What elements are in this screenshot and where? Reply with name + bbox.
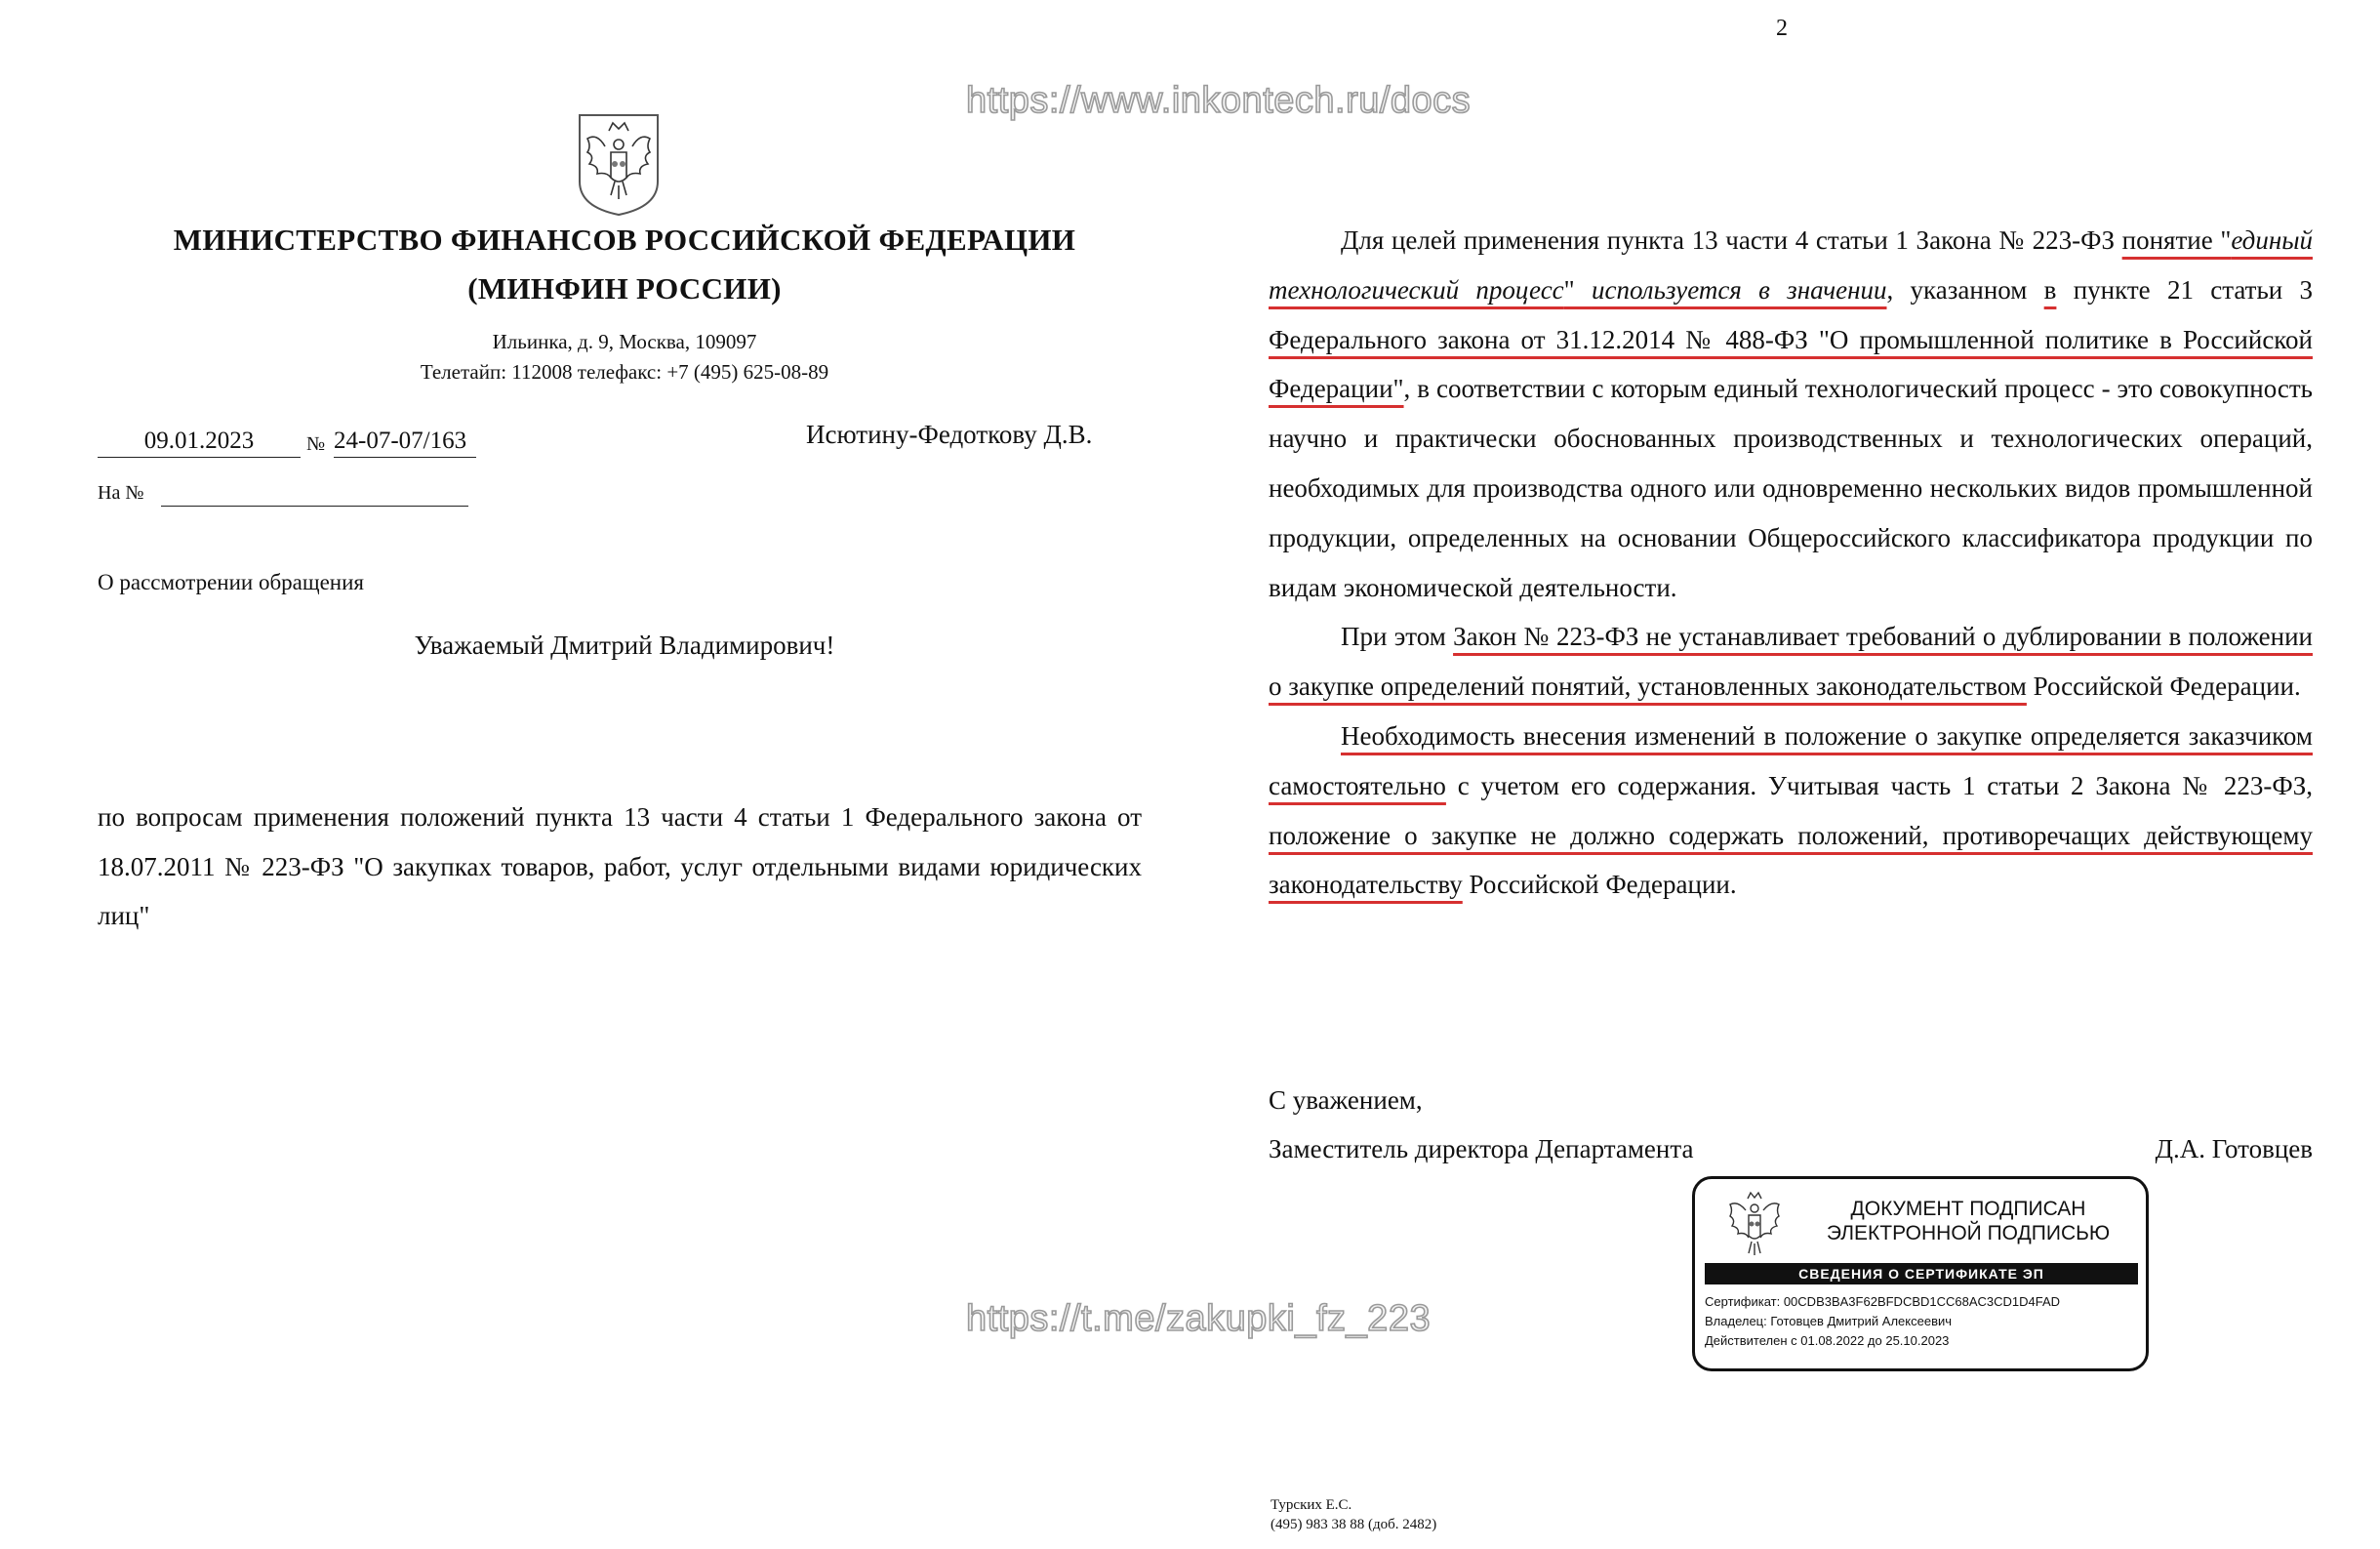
ministry-name: МИНИСТЕРСТВО ФИНАНСОВ РОССИЙСКОЙ ФЕДЕРАЦИИ bbox=[173, 223, 1076, 257]
coat-of-arms-icon bbox=[576, 113, 662, 217]
reply-to-line bbox=[161, 506, 468, 507]
executor-phone: (495) 983 38 88 (доб. 2482) bbox=[1271, 1517, 1437, 1532]
closing: С уважением, bbox=[1269, 1085, 1423, 1115]
signer-title: Заместитель директора Департамента bbox=[1269, 1134, 1694, 1163]
signer-row bbox=[1269, 1124, 2313, 1173]
left-paragraph: по вопросам применения положений пункта 13 части 4 статьи 1 Федерального закона от 18.07.2011 № 223-ФЗ "О закупках товаров, работ, услуг отдельными видами юридических лиц" bbox=[98, 802, 1142, 930]
p1-text-mid2: пункте 21 статьи 3 bbox=[2056, 274, 2313, 305]
executor-name: Турских Е.С. bbox=[1271, 1497, 1352, 1513]
watermark-url-top: https://www.inkontech.ru/docs bbox=[966, 80, 1472, 121]
body-paragraph-2: При этом Закон № 223-ФЗ не устанавливает требований о дублировании в положении о закупке определений понятий, установленных законодательством Российской Федерации. bbox=[1269, 622, 2313, 702]
underlined-phrase: Необходимость внесения изменений в положение о закупке определяется заказчиком самостоятельно bbox=[1269, 720, 2313, 800]
p1-text-end: , в соответствии с которым единый технологический процесс - это совокупность научно и практически обоснованных производственных и технологических операций, необходимых для производства одного или одновременно нескольких видов промышленной продукции, определенных на основании Общероссийского классификатора продукции по видам экономической деятельности. bbox=[1269, 374, 2313, 602]
body-paragraph-1 bbox=[1269, 216, 2313, 612]
certificate-validity: Действителен с 01.08.2022 до 25.10.2023 bbox=[1705, 1333, 1950, 1348]
underlined-phrase: понятие "единый технологический процесс" используется в значении bbox=[1269, 225, 2313, 305]
watermark-url-middle: https://t.me/zakupki_fz_223 bbox=[966, 1298, 1432, 1339]
p1-text-start: Для целей применения пункта 13 части 4 статьи 1 Закона № 223-ФЗ bbox=[1341, 225, 2122, 255]
registration-number: 24-07-07/163 bbox=[334, 426, 476, 458]
page-number: 2 bbox=[1776, 16, 1788, 41]
p1-text-mid: , указанном bbox=[1886, 274, 2044, 305]
subject-line: О рассмотрении обращения bbox=[98, 570, 364, 594]
underlined-phrase: Федерального закона от 31.12.2014 № 488-ФЗ "О промышленной политике в Российской Федерации" bbox=[1269, 324, 2313, 404]
coat-of-arms-icon bbox=[1724, 1189, 1785, 1259]
ministry-short-name: (МИНФИН РОССИИ) bbox=[467, 271, 782, 306]
signature-title: ДОКУМЕНТ ПОДПИСАН ЭЛЕКТРОННОЙ ПОДПИСЬЮ bbox=[1826, 1198, 2111, 1244]
underlined-phrase: в bbox=[2043, 274, 2057, 305]
number-sign: № bbox=[306, 433, 326, 455]
certificate-number: Сертификат: 00CDB3BA3F62BFDCBD1CC68AC3CD1D4FAD bbox=[1705, 1294, 2061, 1309]
electronic-signature-stamp bbox=[1692, 1176, 2149, 1371]
underlined-phrase: положение о закупке не должно содержать положений, противоречащих действующему законодательству bbox=[1269, 820, 2313, 900]
greeting: Уважаемый Дмитрий Владимирович! bbox=[414, 631, 835, 660]
letter-date: 09.01.2023 bbox=[98, 426, 301, 458]
addressee: Исютину-Федоткову Д.В. bbox=[806, 420, 1093, 449]
certificate-owner: Владелец: Готовцев Дмитрий Алексеевич bbox=[1705, 1314, 1953, 1328]
letter-body bbox=[1269, 216, 2313, 910]
ministry-contacts: Телетайп: 112008 телефакс: +7 (495) 625-08-89 bbox=[420, 360, 829, 384]
body-paragraph-3: Необходимость внесения изменений в положение о закупке определяется заказчиком самостоятельно с учетом его содержания. Учитывая часть 1 статьи 2 Закона № 223-ФЗ, положение о закупке не должно содержать положений, противоречащих действующему законодательству Российской Федерации. bbox=[1269, 720, 2313, 900]
ministry-address: Ильинка, д. 9, Москва, 109097 bbox=[492, 330, 757, 353]
reply-to-label: На № bbox=[98, 482, 144, 504]
certificate-info-bar: СВЕДЕНИЯ О СЕРТИФИКАТЕ ЭП bbox=[1705, 1263, 2138, 1284]
underlined-phrase: Закон № 223-ФЗ не устанавливает требований о дублировании в положении о закупке определений понятий, установленных законодательством bbox=[1269, 622, 2313, 702]
signer-name: Д.А. Готовцев bbox=[2155, 1134, 2313, 1163]
